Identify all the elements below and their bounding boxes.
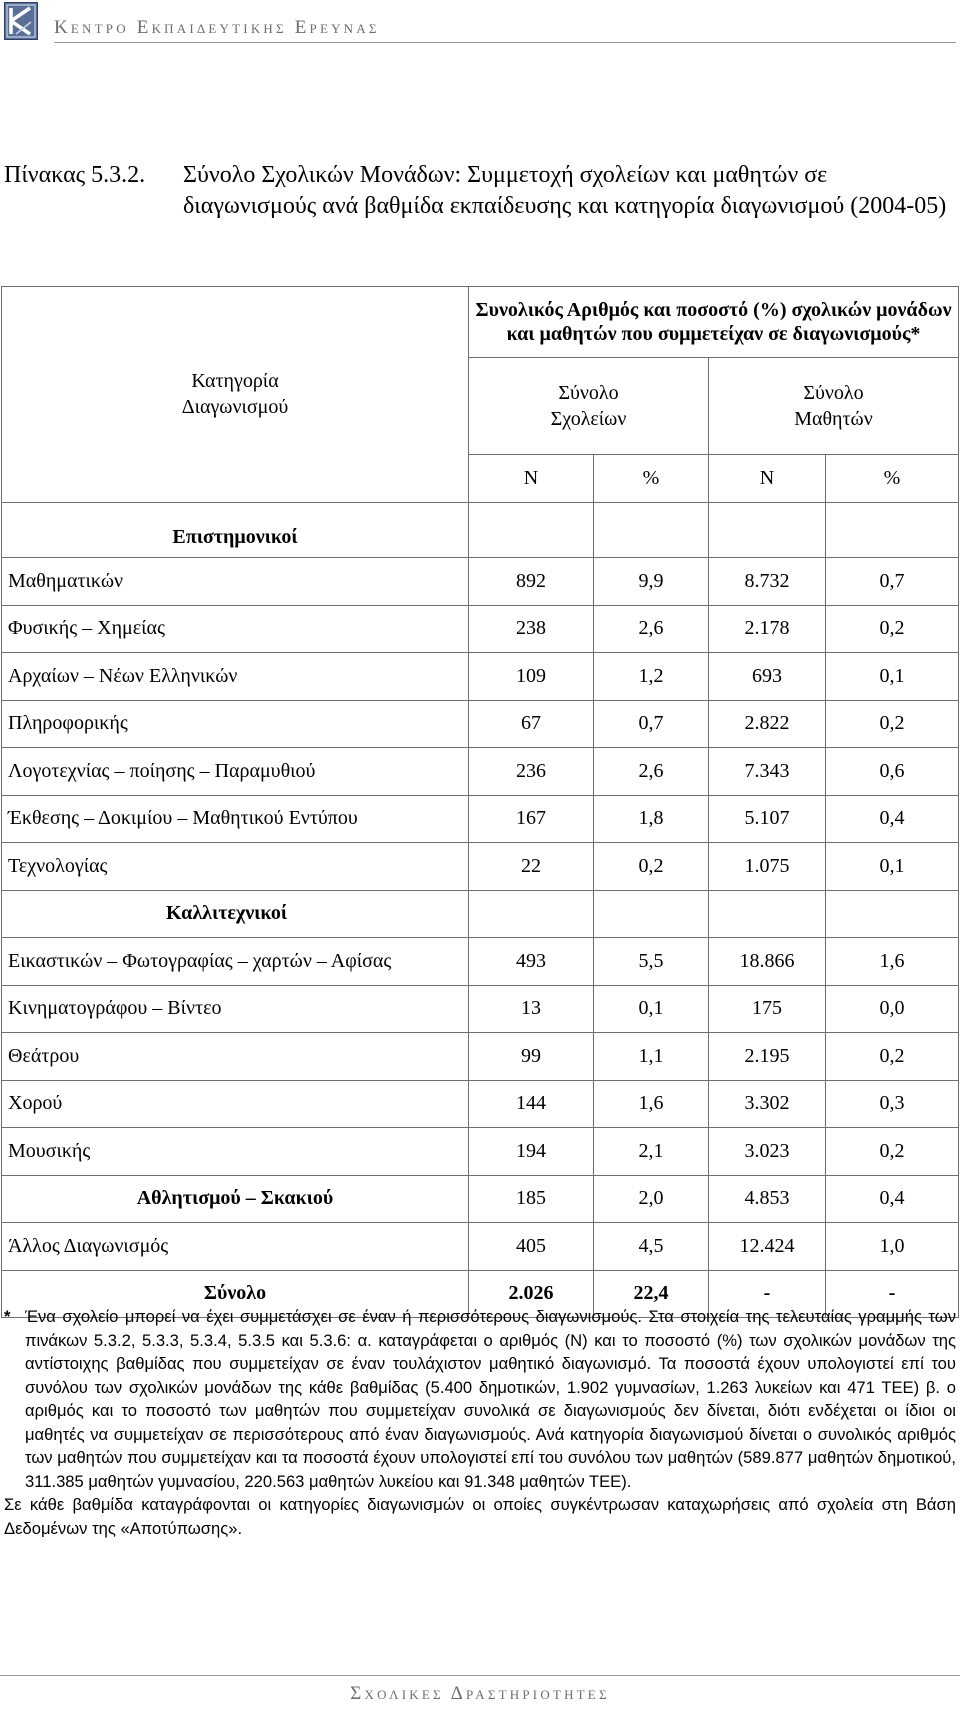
col-pct-students: % <box>826 455 959 503</box>
table-footnote <box>4 1305 956 1540</box>
footnote-text-2: Σε κάθε βαθμίδα καταγράφονται οι κατηγορίες διαγωνισμών οι οποίες συγκέντρωσαν καταχωρήσεις από σχολεία στη Βάση Δεδομένων της «Αποτύπωσης». <box>4 1495 956 1538</box>
table-row-other: Άλλος Διαγωνισμός 405 4,5 12.424 1,0 <box>2 1223 959 1271</box>
header-divider <box>54 42 956 43</box>
section-scientific: Επιστημονικοί <box>2 502 469 558</box>
competitions-table <box>1 286 959 1318</box>
students-header: Σύνολο Μαθητών <box>709 358 959 455</box>
schools-header: Σύνολο Σχολείων <box>469 358 709 455</box>
organization-name: Κεντρο Εκπαιδευτικης Ερευνας <box>54 17 380 38</box>
page-header <box>4 2 956 44</box>
table-row: Πληροφορικής 67 0,7 2.822 0,2 <box>2 700 959 748</box>
institute-logo-icon <box>4 2 38 40</box>
table-row: Μαθηματικών 892 9,9 8.732 0,7 <box>2 558 959 606</box>
category-header: Κατηγορία Διαγωνισμού <box>2 287 469 503</box>
table-row: Χορού 144 1,6 3.302 0,3 <box>2 1080 959 1128</box>
section-row-artistic <box>2 890 959 938</box>
table-row: Μουσικής 194 2,1 3.023 0,2 <box>2 1128 959 1176</box>
header-row-1 <box>2 287 959 358</box>
footnote-marker: * <box>4 1307 11 1326</box>
table-row: Φυσικής – Χημείας 238 2,6 2.178 0,2 <box>2 605 959 653</box>
table-row-sports: Αθλητισμού – Σκακιού 185 2,0 4.853 0,4 <box>2 1175 959 1223</box>
table-title: Σύνολο Σχολικών Μονάδων: Συμμετοχή σχολείων και μαθητών σε διαγωνισμούς ανά βαθμίδα εκπαίδευσης και κατηγορία διαγωνισμού (2004-05) <box>183 162 947 219</box>
group-header: Συνολικός Αριθμός και ποσοστό (%) σχολικών μονάδων και μαθητών που συμμετείχαν σε διαγωνισμούς* <box>469 287 959 358</box>
col-n-students: Ν <box>709 455 826 503</box>
section-row-scientific <box>2 502 959 558</box>
col-pct-schools: % <box>594 455 709 503</box>
col-n-schools: Ν <box>469 455 594 503</box>
section-artistic: Καλλιτεχνικοί <box>2 890 469 938</box>
table-number: Πίνακας 5.3.2. <box>4 162 146 188</box>
table-row: Αρχαίων – Νέων Ελληνικών 109 1,2 693 0,1 <box>2 653 959 701</box>
table-row-total: Σύνολο 2.026 22,4 - - <box>2 1270 959 1318</box>
table-row: Λογοτεχνίας – ποίησης – Παραμυθιού 236 2,6 7.343 0,6 <box>2 748 959 796</box>
table-row: Τεχνολογίας 22 0,2 1.075 0,1 <box>2 843 959 891</box>
table-row: Έκθεσης – Δοκιμίου – Μαθητικού Εντύπου 167 1,8 5.107 0,4 <box>2 795 959 843</box>
footer-title: Σχολικες Δραστηριοτητες <box>350 1683 610 1704</box>
footer-divider <box>0 1675 960 1676</box>
footnote-text: Ένα σχολείο μπορεί να έχει συμμετάσχει σε έναν ή περισσότερους διαγωνισμούς. Στα στοιχεία της τελευταίας γραμμής των πινάκων 5.3.2, 5.3.3, 5.3.4, 5.3.5 και 5.3.6: α. καταγράφεται ο αριθμός (Ν) και το ποσοστό (%) των σχολικών μονάδων της αντίστοιχης βαθμίδας που συμμετείχαν σε έναν τουλάχιστον μαθητικό διαγωνισμό. Τα ποσοστά έχουν υπολογιστεί επί του συνόλου των σχολικών μονάδων της κάθε βαθμίδας (5.400 δημοτικών, 1.902 γυμνασίων, 1.263 λυκείων και 471 ΤΕΕ) β. ο αριθμός και το ποσοστό των μαθητών που συμμετείχαν συνολικά σε διαγωνισμούς δεν δίνεται, διότι ενδέχεται οι ίδιοι οι μαθητές να συμμετείχαν σε περισσότερους από έναν διαγωνισμούς. Ανά κατηγορία διαγωνισμού δίνεται ο συνολικός αριθμός των μαθητών που συμμετείχαν και τα ποσοστά έχουν υπολογιστεί επί του συνόλου των μαθητών (589.877 μαθητών δημοτικού, 311.385 μαθητών γυμνασίου, 220.563 μαθητών λυκείου και 91.348 μαθητών ΤΕΕ). <box>25 1307 956 1491</box>
table-row: Θεάτρου 99 1,1 2.195 0,2 <box>2 1033 959 1081</box>
table-row: Κινηματογράφου – Βίντεο 13 0,1 175 0,0 <box>2 985 959 1033</box>
table-row: Εικαστικών – Φωτογραφίας – χαρτών – Αφίσας 493 5,5 18.866 1,6 <box>2 938 959 986</box>
